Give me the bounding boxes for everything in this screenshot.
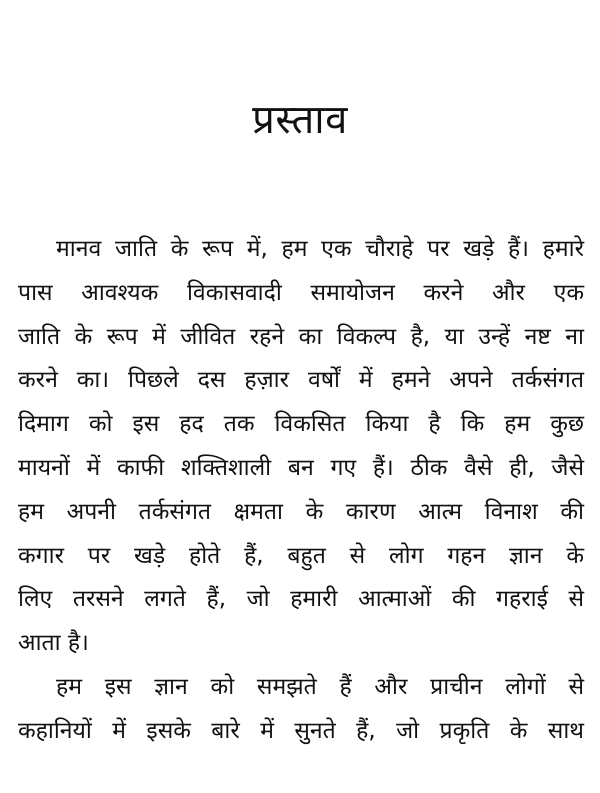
text-line: हम अपनी तर्कसंगत क्षमता के कारण आत्म विनाश की [18,498,584,525]
text-line: मानव जाति के रूप में, हम एक चौराहे पर खड़े हैं। हमारे [56,236,584,262]
text-line: आता है। [18,630,89,657]
text-line: कगार पर खड़े होते हैं, बहुत से लोग गहन ज्ञान के [18,542,584,569]
text-line: लिए तरसने लगते हैं, जो हमारी आत्माओं की गहराई से [18,586,584,613]
text-line: हम इस ज्ञान को समझते हैं और प्राचीन लोगों से [56,673,584,700]
text-line: पास आवश्यक विकासवादी समायोजन करने और एक [18,279,584,306]
page-title: प्रस्ताव [252,97,348,143]
text-line: मायनों में काफी शक्तिशाली बन गए हैं। ठीक वैसे ही, जैसे [18,454,584,481]
text-line: दिमाग को इस हद तक विकसित किया है कि हम कुछ [18,411,584,438]
body-text [18,228,584,754]
text-line: करने का। पिछले दस हज़ार वर्षों में हमने अपने तर्कसंगत [18,367,584,394]
paragraph-1 [18,228,584,666]
text-line: कहानियों में इसके बारे में सुनते हैं, जो प्रकृति के साथ [18,717,584,744]
paragraph-2 [18,666,584,754]
text-line: जाति के रूप में जीवित रहने का विकल्प है, या उन्हें नष्ट ना [18,323,584,350]
